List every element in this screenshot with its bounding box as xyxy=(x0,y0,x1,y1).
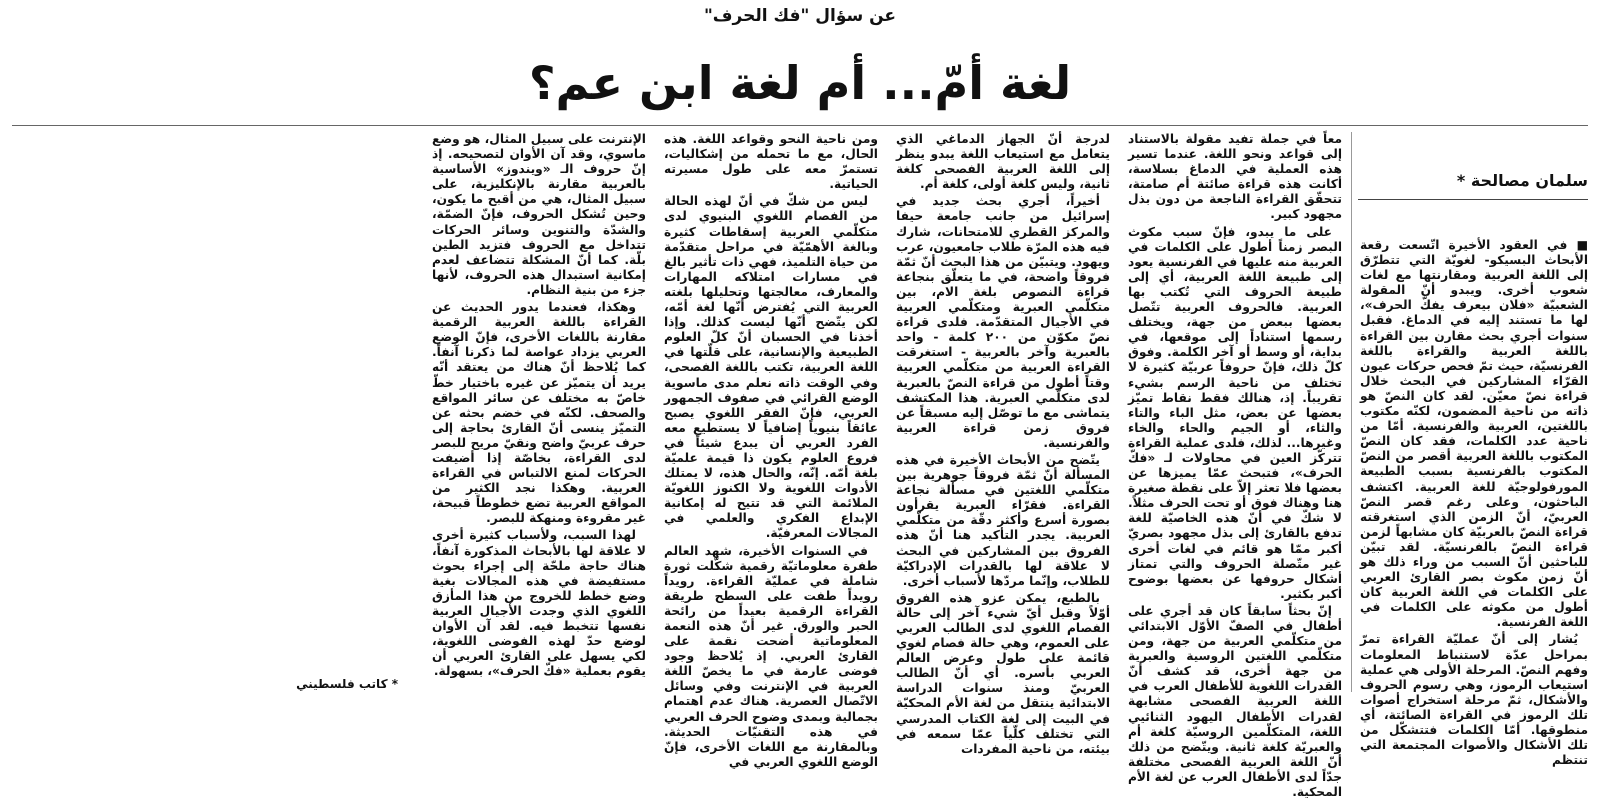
byline-rule xyxy=(1358,199,1588,200)
paragraph: أخيراً، أجري بحث جديد في إسرائيل من جانب جامعة حيفا والمركز القطري للامتحانات، شارك فيه هذه المرّة طلاب جامعيون، عرب ويهود. ويتبيّن من هذا البحث أنّ ثمّة فروقاً واضحة، في ما يتعلّق بنجاعة قراءة النصوص بلغة الام، بين متكلّمي العبرية ومتكلّمي العربية في الأجيال المتقدّمة. فلدى قراءة نصّ مكوّن من ٢٠٠ كلمة - واحد بالعبرية وآخر بالعربية - استغرقت القراءة العربية من متكلّمي العربية وقتاً أطول من قراءة النصّ بالعبرية لدى متكلّمي العبرية. هذا المكتشف يتماشى مع ما توصّل إليه مسبقاً عن فروق زمن قراءة العربية والفرنسية. xyxy=(896,194,1110,450)
paragraph: لدرجة أنّ الجهاز الدماغي الذي يتعامل مع استيعاب اللغة يبدو ينظر إلى اللغة العربية الفصحى كلغة ثانية، وليس كلغة أولى، كلغة أم. xyxy=(896,132,1110,192)
article-column-5 xyxy=(432,132,646,692)
paragraph: يُشار إلى أنّ عمليّة القراءة تمرّ بمراحل عدّة لاستنباط المعلومات وفهم النصّ. المرحلة الأولى هي عملية استيعاب الرموز، وهي رسوم الحروف والأشكال، ثمّ مرحلة استخراج أصوات تلك الرموز في القراءة الصائتة، أي منطوقها. أمّا الكلمات فتتشكّل من تلك الأشكال والأصوات المجتمعة التي تنتظم xyxy=(1360,632,1588,768)
author-footnote: * كاتب فلسطيني xyxy=(296,677,398,691)
paragraph: يتّضح من الأبحاث الأخيرة في هذه المسألة أنّ ثمّة فروقاً جوهرية بين متكلّمي اللغتين في مسألة نجاعة القراءة. فقرّاء العبرية يقرأون بصورة أسرع وأكثر دقّة من متكلّمي العربية. يجدر التأكيد هنا أنّ هذه الفروق بين المشاركين في البحث لا علاقة لها بالقدرات الإدراكيّة للطلاب، وإنّما مردّها لأسباب أخرى. xyxy=(896,452,1110,588)
column-separator xyxy=(1351,132,1352,692)
paragraph: ليس من شكّ في أنّ لهذه الحالة من الفصام اللغوي البنيوي لدى متكلّمي العربية إسقاطات كثيرة وبالغة الأهمّيّة في مراحل متقدّمة من حياة التلميذ، فهي ذات تأثير بالغ في مسارات امتلاكه المهارات والمعارف، معالجتها وتحليلها بلغته العربية التي يُفترض أنّها لغة أمّه، لكن يتّضح أنّها ليست كذلك. وإذا أخذنا في الحسبان أنّ كلّ العلوم الطبيعية والإنسانية، على قلّتها في اللغة العربية، تكتب باللغة الفصحى، وفي الوقت ذاته نعلم مدى ماسوية الوضع القرائي في صفوف الجمهور العربي، فإنّ الفقر اللغوي يصبح عائقاً بنيوياً إضافياً لا يستطيع معه الفرد العربي أن يبدع شيئاً في فروع العلوم يكون ذا قيمة علميّة بلغة أمّه. إنّه، والحال هذه، لا يمتلك الأدوات اللغوية ولا الكنوز اللغويّة الملائمة التي قد تتيح له إمكانية الإبداع الفكري والعلمي في المجالات المعرفيّة. xyxy=(664,194,878,541)
article-column-3 xyxy=(896,132,1110,756)
kicker: عن سؤال "فك الحرف" xyxy=(703,6,897,26)
byline: سلمان مصالحة * xyxy=(1456,171,1588,190)
article-column-4 xyxy=(664,132,878,769)
article-column-2 xyxy=(1128,132,1342,800)
article-column-1 xyxy=(1360,238,1588,768)
headline: لغة أمّ... أم لغة ابن عم؟ xyxy=(528,56,1072,110)
paragraph: إنّ بحثاً سابقاً كان قد أجري على أطفال في الصفّ الأوّل الابتدائي من متكلّمي العربية من جهة، ومن متكلّمي اللغتين الروسية والعبرية من جهة أخرى، قد كشف أنّ القدرات اللغوية للأطفال العرب في اللغة العربية الفصحى مشابهة لقدرات الأطفال اليهود الثنائيي اللغة، المتكلّمين الروسيّة كلغة أم والعبريّة كلغة ثانية. ويتّضح من ذلك أنّ اللغة العربية الفصحى مختلفة جدّاً لدى الأطفال العرب عن لغة الأم المحكية. xyxy=(1128,603,1342,800)
paragraph: على ما يبدو، فإنّ سبب مكوث البصر زمناً أطول على الكلمات في العربية منه عليها في الفرنسية يعود إلى طبيعة اللغة العربية، أي إلى طبيعة الحروف التي تُكتب بها العربية. فالحروف العربية تتّصل بعضها ببعض من جهة، ويختلف رسمها استناداً إلى موقعها، في بداية، أو وسط أو آخر الكلمة. وفوق كلّ ذلك، فإنّ حروفاً عربيّة كثيرة لا تختلف من ناحية الرسم بشيء تقريباً. إذ، هنالك فقط نقاط تميّز بعضها عن بعض، مثل الباء والتاء والثاء، أو الجيم والحاء والخاء وغيرها... لذلك، فلدى عملية القراءة تتركّز العين في محاولات لـ «فكّ الحرف»، فتبحث عمّا يميزها عن بعضها فلا تعثر إلاّ على نقطة صغيرة هنا وهناك فوق أو تحت الحرف مثلاً. لا شكّ في أنّ هذه الخاصيّة للغة تدفع بالقارئ إلى بذل مجهود بصريّ أكبر ممّا هو قائم في لغات أخرى غير متّصلة الحروف والتي تمتاز أشكال حروفها عن بعضها بوضوح أكبر بكثير. xyxy=(1128,224,1342,601)
paragraph: ومن ناحية النحو وقواعد اللغة. هذه الحال، مع ما تحمله من إشكاليات، تستمرّ معه على طول مسيرته الحياتية. xyxy=(664,132,878,192)
paragraph: في السنوات الأخيرة، شهد العالم طفرة معلوماتيّة رقمية شكّلت ثورة شاملة في عمليّة القراءة. رويداً رويداً طفت على السطح طريقة القراءة الرقمية بعيداً من رائحة الحبر والورق. غير أنّ هذه النعمة المعلوماتية أضحت نقمة على القارئ العربي. إذ يُلاحظ وجود فوضى عارمة في ما يخصّ اللغة العربية في الإنترنت وفي وسائل الاتّصال العصرية. هناك عدم اهتمام بجمالية وبمدى وضوح الحرف العربي في هذه التقنيّات الحديثة. وبالمقارنة مع اللغات الأخرى، فإنّ الوضع اللغوي العربي في xyxy=(664,543,878,769)
paragraph: الإنترنت على سبيل المثال، هو وضع ماسوي، وقد آن الأوان لتصحيحه. إذ إنّ حروف الـ «ويندوز» الأساسية بالعربية مقارنة بالإنكليزية، على سبيل المثال، هي من أقبح ما يكون، وحين تُشكل الحروف، فإنّ الضمّة، والشدّة والتنوين وسائر الحركات تتداخل مع الحروف فتزيد الطين بلّة. كما أنّ المشكلة تتضاعف لعدم إمكانية استبدال هذه الحروف، لأنها جزء من بنية النظام. xyxy=(432,132,646,297)
paragraph: بالطبع، يمكن عزو هذه الفروق أوّلاً وقبل أيّ شيء آخر إلى حالة الفصام اللغوي لدى الطالب العربي على العموم، وهي حالة فصام لغوي قائمة على طول وعرض العالم العربي بأسره. أي أنّ الطالب العربيّ ومنذ سنوات الدراسة الابتدائية ينتقل من لغة الأم المحكيّة في البيت إلى لغة الكتاب المدرسي التي تختلف كلّياً عمّا سمعه في بيئته، من ناحية المفردات xyxy=(896,590,1110,756)
header-rule xyxy=(12,125,1588,126)
paragraph: لهذا السبب، ولأسباب كثيرة أخرى لا علاقة لها بالأبحاث المذكورة آنفاً، هناك حاجة ملحّة إلى إجراء بحوث مستفيضة في هذه المجالات بغية وضع خطط للخروج من هذا المأزق اللغوي الذي وجدت الأجيال العربية نفسها تتخبط فيه. لقد آن الأوان لوضع حدّ لهذه الفوضى اللغوية، لكي يسهل على القارئ العربي أن يقوم بعملية «فكّ الحرف»، بسهولة. xyxy=(432,528,646,679)
paragraph: معاً في جملة تفيد مقولة بالاستناد إلى قواعد ونحو اللغة. عندما تسير هذه العملية في الدماغ بسلاسة، أكانت هذه قراءة صائتة أم صامتة، تتحقّق القراءة الناجعة من دون بذل مجهود كبير. xyxy=(1128,132,1342,222)
paragraph: وهكذا، فعندما يدور الحديث عن القراءة باللغة العربية الرقمية مقارنة باللغات الأخرى، فإنّ الوضع العربي يزداد عواصة لما ذكرنا آنفاً. كما يُلاحظ أنّ هناك من يعتقد أنّه يريد أن يتميّز عن غيره باختيار خطّ خاصّ به مختلف عن سائر المواقع والصحف. لكنّه في خضم بحثه عن التميّز ينسى أنّ القارئ بحاجة إلى حرف عربيّ واضح ونقيّ مريح للبصر لدى القراءة، بخاصّة إذا أضيفت الحركات لمنع الالتباس في القراءة العربية. وهكذا نجد الكثير من المواقع العربية تضع خطوطاً قبيحة، غير مقروءة ومنهكة للبصر. xyxy=(432,300,646,526)
paragraph: ■ في العقود الأخيرة اتّسعت رقعة الأبحاث البسيكو- لغويّة التي تتطرّق إلى اللغة العربية ومقارنتها مع لغات شعوب أخرى. ويبدو أنّ المقولة الشعبيّة «فلان بيعرف يفكّ الحرف»، لها ما تستند إليه في الدماغ. فقبل سنوات أجري بحث مقارن بين القراءة باللغة العربية والقراءة باللغة الفرنسيّة، حيث تمّ فحص حركات عيون القرّاء المشاركين في البحث خلال قراءة نصّ معيّن. لقد كان النصّ هو ذاته من ناحية المضمون، لكنّه مكتوب باللغتين، العربية والفرنسية. أمّا من ناحية عدد الكلمات، فقد كان النصّ المكتوب باللغة العربية أقصر من النصّ المكتوب بالفرنسية بسبب الطبيعة المورفولوجيّة للغة العربية. اكتشف الباحثون، وعلى رغم قصر النصّ العربيّ، أنّ الزمن الذي استغرقته قراءة النصّ بالعربيّة كان مشابهاً لزمن قراءة النصّ بالفرنسيّة. لقد تبيّن للباحثين أنّ السبب من وراء ذلك هو أنّ زمن مكوث بصر القارئ العربي على الكلمات في اللغة العربية كان أطول من مكوثه على الكلمات في اللغة الفرنسية. xyxy=(1360,238,1588,630)
